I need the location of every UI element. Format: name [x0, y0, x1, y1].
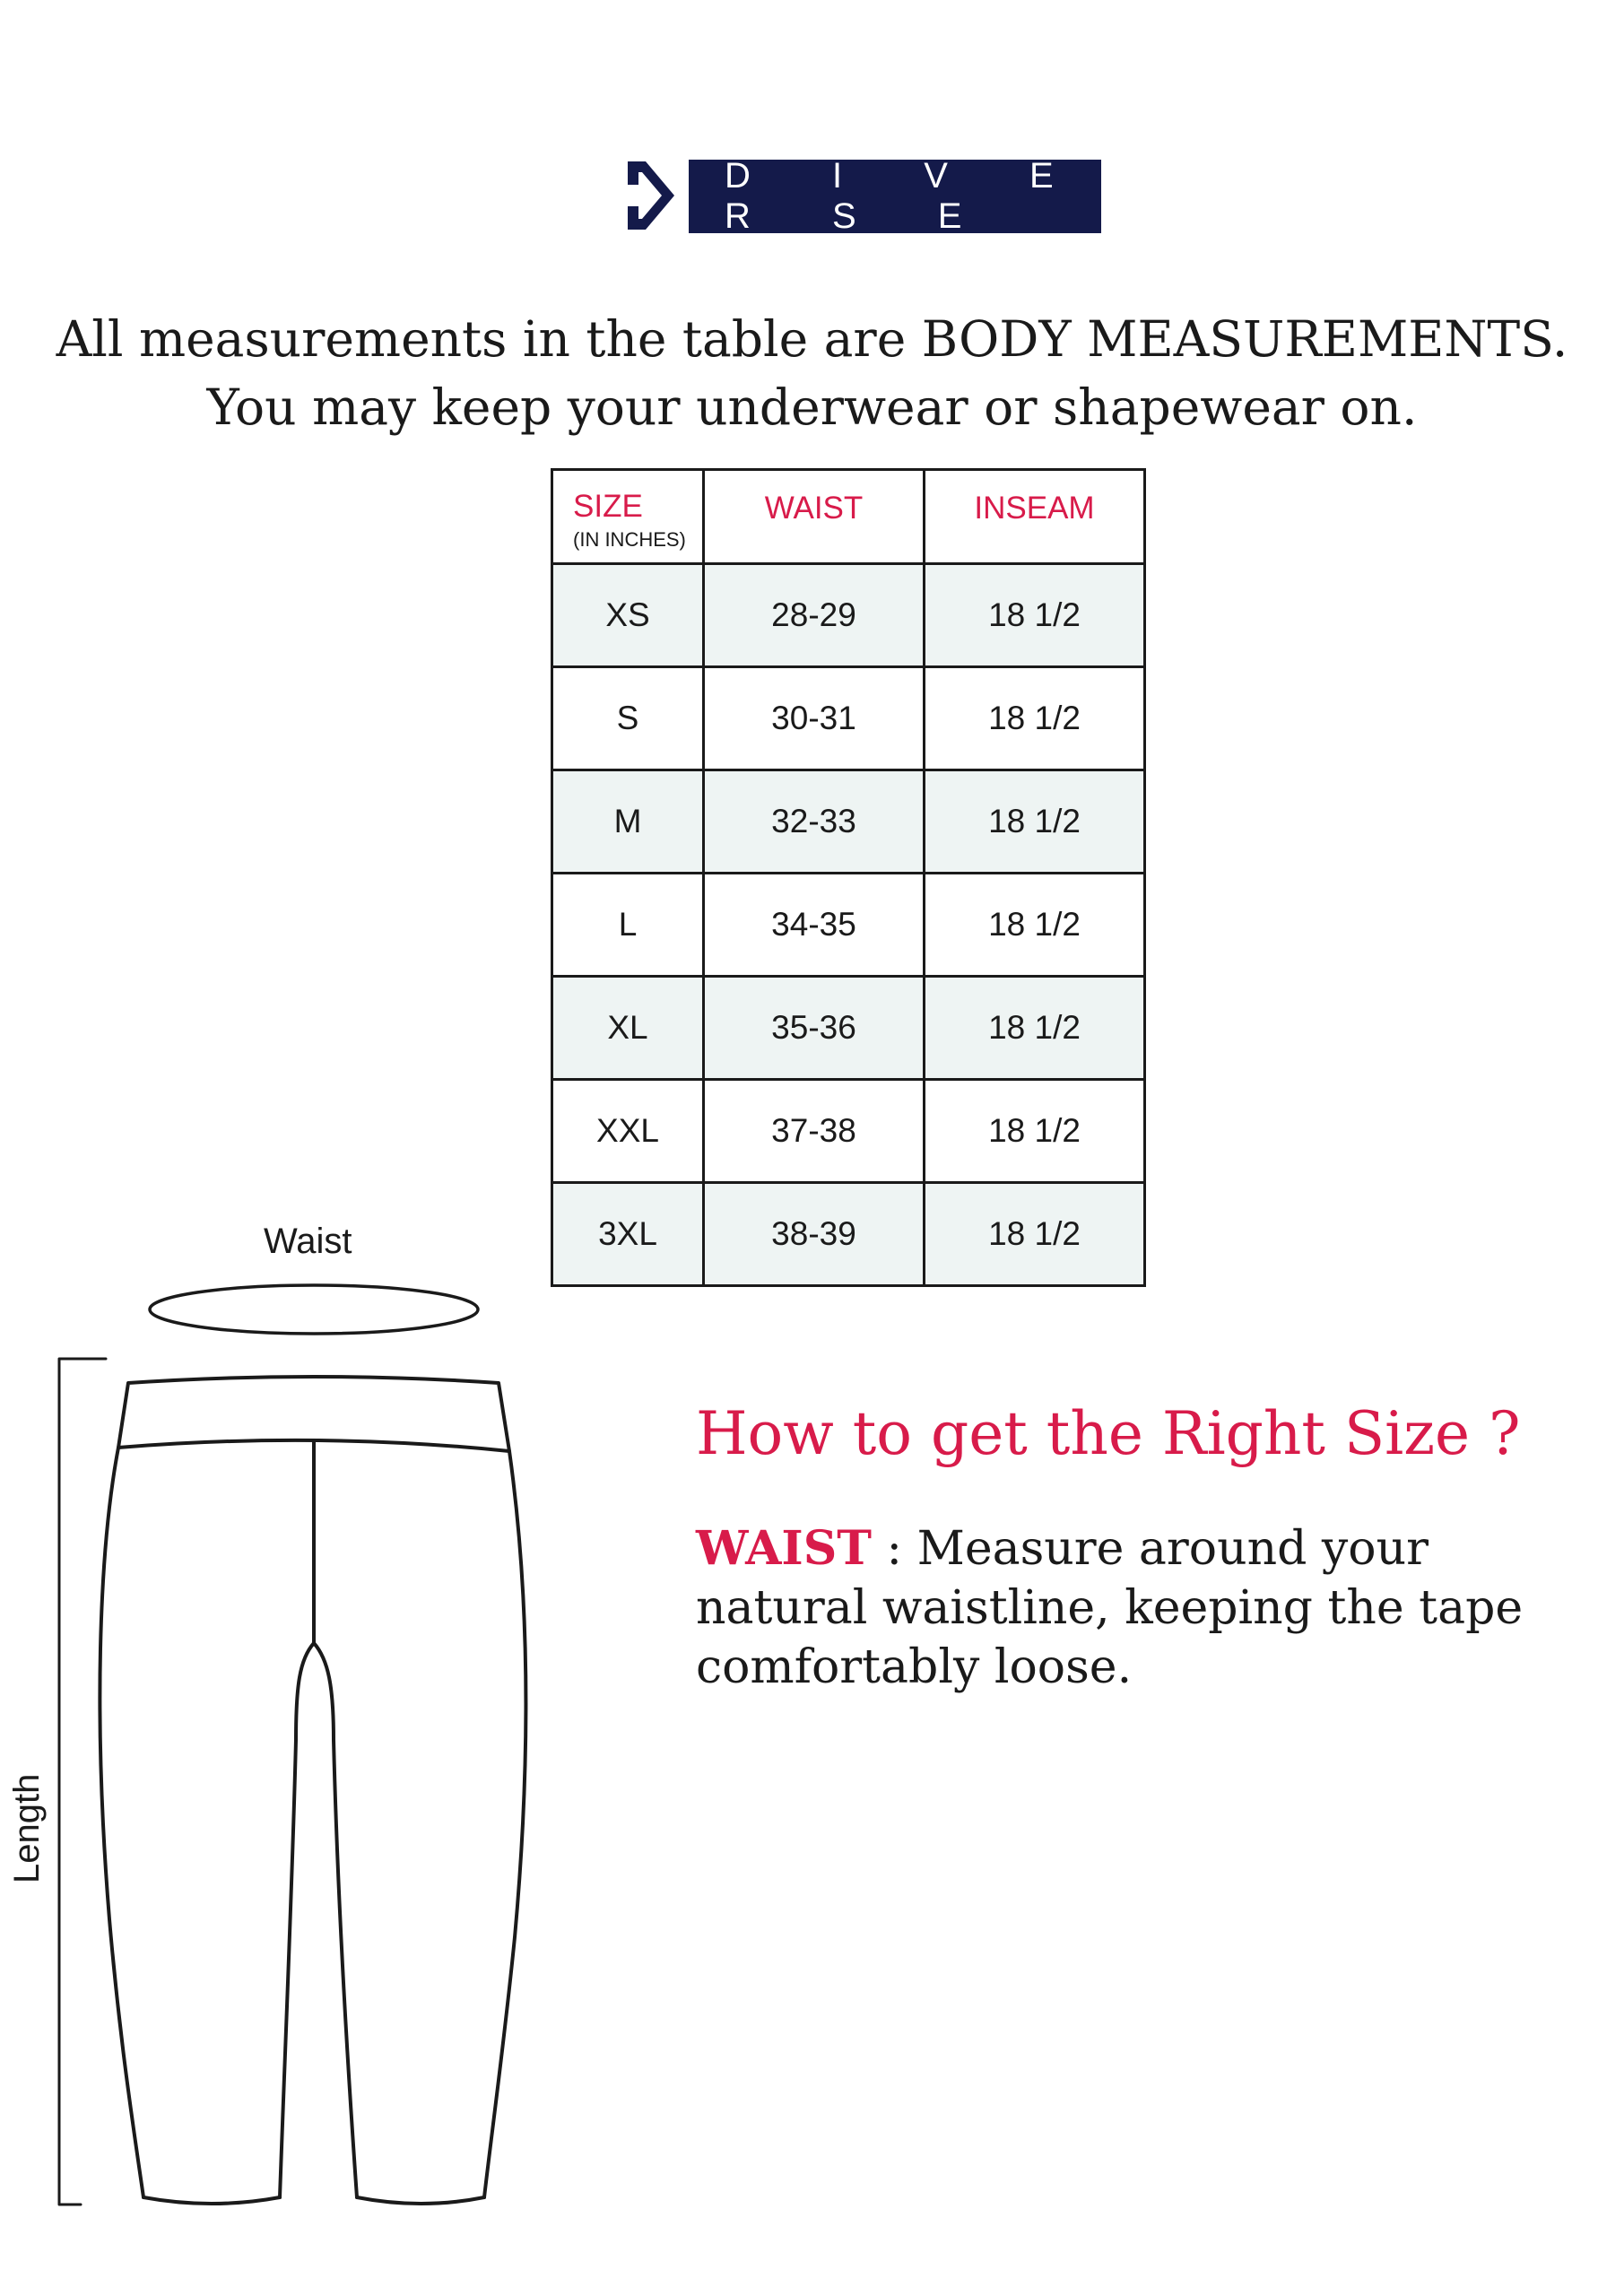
waist-instruction	[696, 1519, 1602, 1697]
table-header-row	[552, 470, 1145, 564]
waist-cell: 28-29	[704, 564, 925, 667]
table-row	[552, 1080, 1145, 1183]
length-label: Length	[7, 1773, 47, 1883]
intro-line-1: All measurements in the table are BODY MEASUREMENTS.	[56, 310, 1568, 368]
size-cell: XL	[552, 977, 704, 1080]
size-cell: XXL	[552, 1080, 704, 1183]
intro-text	[0, 305, 1624, 441]
size-cell: M	[552, 770, 704, 874]
inseam-cell: 18 1/2	[925, 1183, 1145, 1286]
waist-cell: 35-36	[704, 977, 925, 1080]
size-chart-table	[551, 468, 1146, 1287]
table-row	[552, 1183, 1145, 1286]
waist-cell: 32-33	[704, 770, 925, 874]
inseam-cell: 18 1/2	[925, 667, 1145, 770]
inseam-cell: 18 1/2	[925, 564, 1145, 667]
table-body	[552, 564, 1145, 1286]
size-header-label: SIZE	[573, 489, 643, 524]
table-row	[552, 874, 1145, 977]
size-cell: S	[552, 667, 704, 770]
waist-column-header	[704, 470, 925, 564]
size-column-header	[552, 470, 704, 564]
waist-header-label: WAIST	[764, 491, 864, 526]
waist-instruction-key: WAIST	[696, 1521, 872, 1576]
waist-cell: 30-31	[704, 667, 925, 770]
inseam-column-header	[925, 470, 1145, 564]
table-row	[552, 564, 1145, 667]
waist-cell: 37-38	[704, 1080, 925, 1183]
inseam-cell: 18 1/2	[925, 874, 1145, 977]
inseam-cell: 18 1/2	[925, 977, 1145, 1080]
table-row	[552, 770, 1145, 874]
size-cell: XS	[552, 564, 704, 667]
guide-title: How to get the Right Size ?	[696, 1399, 1521, 1468]
leggings-outline-icon	[0, 1256, 556, 2296]
inseam-header-label: INSEAM	[974, 491, 1095, 526]
size-cell: L	[552, 874, 704, 977]
intro-line-2: You may keep your underwear or shapewear on.	[206, 378, 1418, 436]
waist-label: Waist	[264, 1222, 352, 1261]
inseam-cell: 18 1/2	[925, 1080, 1145, 1183]
inseam-cell: 18 1/2	[925, 770, 1145, 874]
size-cell: 3XL	[552, 1183, 704, 1286]
brand-logo-mark-icon	[626, 160, 676, 231]
brand-name: D I V E R S E	[725, 156, 1090, 236]
table-row	[552, 977, 1145, 1080]
waist-cell: 38-39	[704, 1183, 925, 1286]
size-header-unit: (IN INCHES)	[573, 528, 686, 551]
waist-cell: 34-35	[704, 874, 925, 977]
waist-instruction-text: : Measure around your natural waistline, keeping the tape comfortably loose.	[696, 1522, 1524, 1694]
brand-logo	[689, 156, 1101, 236]
table-row	[552, 667, 1145, 770]
